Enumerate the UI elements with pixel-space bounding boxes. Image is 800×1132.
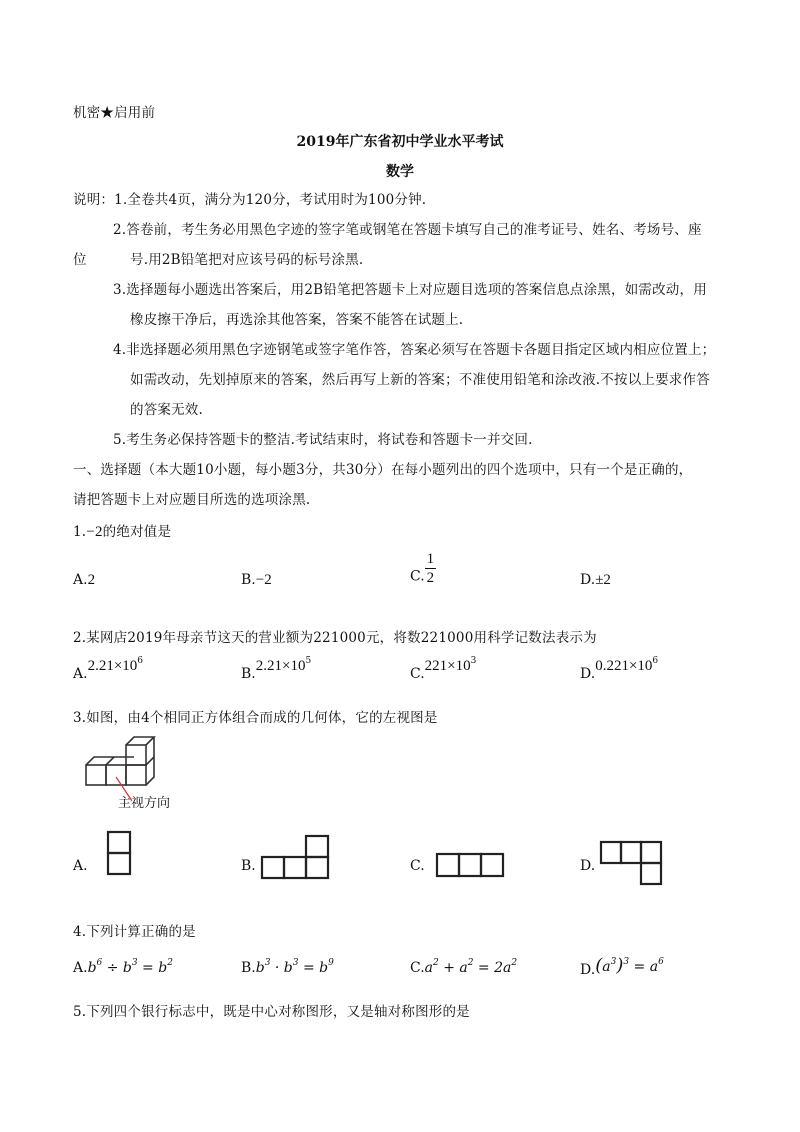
q1-option-c[interactable]	[410, 550, 436, 587]
option-label: C.	[410, 960, 425, 976]
option-value: 2.21×10	[87, 658, 138, 674]
q1-option-a[interactable]	[73, 572, 95, 589]
option-label: A.	[73, 572, 88, 588]
exam-subject: 数学	[386, 164, 414, 180]
option-label: D.	[580, 572, 596, 588]
option-label: B.	[241, 666, 256, 682]
q3-option-b-label[interactable]: B.	[241, 858, 256, 874]
question-1	[73, 520, 171, 541]
question-4: 4.下列计算正确的是	[73, 924, 196, 940]
option-label: D.	[580, 666, 596, 682]
option-label: C.	[410, 568, 425, 585]
q4-option-c[interactable]	[410, 958, 517, 976]
option-value: 2.21×10	[255, 658, 306, 674]
q4-option-a[interactable]	[73, 958, 173, 976]
option-value: ±2	[595, 572, 611, 588]
denominator: 2	[426, 570, 435, 586]
instruction-4c: 的答案无效.	[130, 402, 203, 418]
option-formula: $a^2 + a^2 = 2a^2$	[424, 958, 518, 976]
exponent: 6	[137, 656, 144, 666]
q2-option-c[interactable]	[410, 656, 476, 682]
option-label: D.	[580, 962, 596, 978]
question-1-number: 1.	[73, 524, 87, 540]
q3-option-a-label[interactable]: A.	[73, 858, 88, 874]
q4-option-d[interactable]	[580, 955, 664, 978]
option-value: 2	[87, 572, 96, 588]
question-1-text: 的绝对值是	[102, 524, 172, 540]
instruction-3a: 3.选择题每小题选出答案后，用2B铅笔把答题卡上对应题目选项的答案信息点涂黑，如需改动，用	[113, 282, 707, 298]
q3-option-d-figure[interactable]	[597, 838, 667, 888]
instruction-2b: 号.用2B铅笔把对应该号码的标号涂黑.	[130, 252, 364, 268]
option-formula: $b^6 \div b^3 = b^2$	[87, 958, 173, 976]
numerator: 1	[426, 551, 435, 567]
option-value: 0.221×10	[595, 658, 653, 674]
section-1-header: 一、选择题（本大题10小题，每小题3分，共30分）在每小题列出的四个选项中，只有一个是正确的，	[73, 462, 693, 478]
question-1-value: −2	[86, 524, 103, 540]
instruction-5: 5.考生务必保持答题卡的整洁.考试结束时，将试卷和答题卡一并交回.	[113, 432, 533, 448]
instruction-1: 说明：1.全卷共4页，满分为120分，考试用时为100分钟.	[73, 192, 427, 208]
confidential-mark: 机密★启用前	[73, 105, 156, 121]
option-value: −2	[255, 572, 272, 588]
q3-option-c-label[interactable]: C.	[410, 858, 425, 874]
q2-option-b[interactable]	[241, 656, 311, 682]
q3-option-d-label[interactable]: D.	[580, 858, 596, 874]
q1-option-d[interactable]	[580, 572, 611, 589]
q2-option-d[interactable]	[580, 656, 658, 682]
instruction-4a: 4.非选择题必须用黑色字迹钢笔或签字笔作答，答案必须写在答题卡各题目指定区域内相应位置上；	[113, 342, 716, 358]
instruction-3b: 橡皮擦干净后，再选涂其他答案，答案不能答在试题上.	[130, 312, 464, 328]
exponent: 3	[470, 656, 477, 666]
option-label: A.	[73, 666, 88, 682]
option-formula: $(a^3)^3 = a^6$	[595, 955, 664, 976]
option-label: A.	[73, 960, 88, 976]
q3-option-b-figure[interactable]	[258, 832, 334, 882]
option-value: 221×10	[424, 658, 471, 674]
q4-option-b[interactable]	[241, 958, 334, 976]
figure-caption: 主视方向	[118, 796, 171, 811]
exponent: 5	[305, 656, 312, 666]
question-5: 5.下列四个银行标志中，既是中心对称图形，又是轴对称图形的是	[73, 1004, 470, 1020]
q3-option-c-figure[interactable]	[433, 850, 509, 880]
option-label: B.	[241, 572, 256, 588]
instruction-2a: 2.答卷前，考生务必用黑色字迹的签字笔或钢笔在答题卡填写自己的准考证号、姓名、考场号、座	[113, 222, 702, 238]
section-1-subheader: 请把答题卡上对应题目所选的选项涂黑.	[73, 492, 311, 508]
instruction-2b-left: 位	[73, 252, 87, 268]
fraction	[425, 550, 437, 587]
instruction-4b: 如需改动，先划掉原来的答案，然后再写上新的答案；不准使用铅笔和涂改液.不按以上要求作答	[130, 372, 710, 388]
exponent: 6	[652, 656, 659, 666]
option-formula: $b^3 \cdot b^3 = b^9$	[255, 958, 334, 976]
q1-option-b[interactable]	[241, 572, 272, 589]
question-3: 3.如图，由4个相同正方体组合而成的几何体，它的左视图是	[73, 710, 438, 726]
question-2: 2.某网店2019年母亲节这天的营业额为221000元，将数221000用科学记数法表示为	[73, 630, 597, 646]
q3-option-a-figure[interactable]	[104, 828, 134, 878]
exam-title: 2019年广东省初中学业水平考试	[296, 134, 504, 150]
option-label: B.	[241, 960, 256, 976]
option-label: C.	[410, 666, 425, 682]
q2-option-a[interactable]	[73, 656, 143, 682]
